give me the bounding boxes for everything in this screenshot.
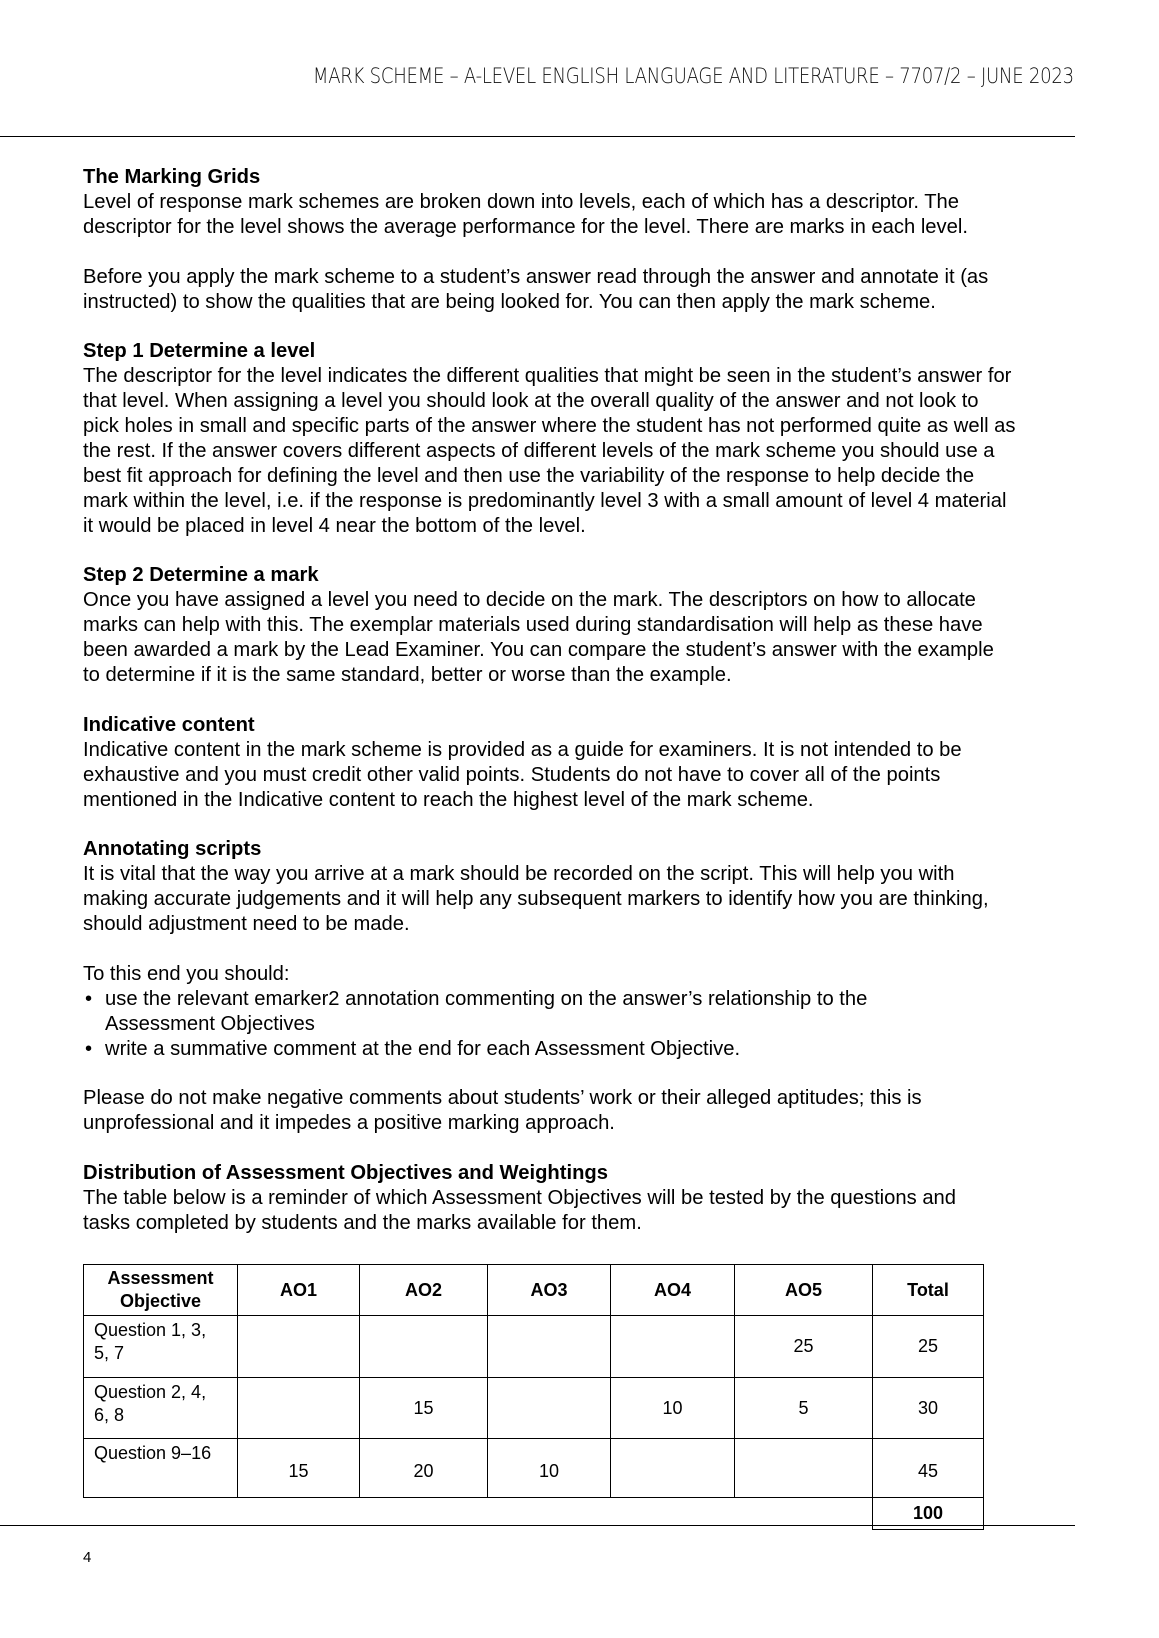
header-rule <box>0 136 1075 137</box>
body-line: Please do not make negative comments about students’ work or their alleged aptitudes; this is <box>83 1087 922 1110</box>
header-cell-ao4: AO4 <box>611 1265 735 1316</box>
row-label <box>84 1439 238 1498</box>
page-number: 4 <box>83 1549 92 1566</box>
body-line: mark within the level, i.e. if the response is predominantly level 3 with a small amount of level 4 material <box>83 489 1007 512</box>
header-cell-ao1: AO1 <box>238 1265 360 1316</box>
cell-ao5 <box>735 1439 873 1498</box>
cell-ao2: 15 <box>360 1378 488 1439</box>
cell-ao5: 5 <box>735 1378 873 1439</box>
body-line: descriptor for the level shows the average performance for the level. There are marks in each level. <box>83 215 968 238</box>
body-line: been awarded a mark by the Lead Examiner. You can compare the student’s answer with the example <box>83 639 994 662</box>
body-line: instructed) to show the qualities that are being looked for. You can then apply the mark scheme. <box>83 290 936 313</box>
list-item-text: write a summative comment at the end for each Assessment Objective. <box>105 1037 741 1060</box>
cell-ao1: 15 <box>238 1439 360 1498</box>
body-line: Before you apply the mark scheme to a student’s answer read through the answer and annotate it (as <box>83 265 989 288</box>
running-header: MARK SCHEME – A-LEVEL ENGLISH LANGUAGE AND LITERATURE – 7707/2 – JUNE 2023 <box>313 64 1074 88</box>
header-cell-total: Total <box>873 1265 984 1316</box>
bullet-icon: • <box>85 1037 93 1060</box>
list-item <box>83 1037 1083 1062</box>
cell-ao3: 10 <box>488 1439 611 1498</box>
cell-total: 25 <box>873 1316 984 1378</box>
section-heading-marking-grids: The Marking Grids <box>83 166 261 188</box>
row-label-text: 6, 8 <box>94 1405 125 1425</box>
body-line: tasks completed by students and the marks available for them. <box>83 1211 642 1234</box>
body-line: mentioned in the Indicative content to reach the highest level of the mark scheme. <box>83 788 814 811</box>
row-label-text: Question 2, 4, <box>94 1382 207 1402</box>
document-body <box>83 165 1083 1236</box>
row-label-text: Question 9–16 <box>94 1443 212 1463</box>
list-item-text: use the relevant emarker2 annotation commenting on the answer’s relationship to the <box>105 987 868 1010</box>
cell-ao2 <box>360 1316 488 1378</box>
table-row <box>84 1378 984 1439</box>
body-line: that level. When assigning a level you should look at the overall quality of the answer and not look to <box>83 390 979 413</box>
cell-ao3 <box>488 1378 611 1439</box>
section-heading-annotating-scripts: Annotating scripts <box>83 838 262 861</box>
body-line: it would be placed in level 4 near the bottom of the level. <box>83 514 586 537</box>
table-header-row <box>84 1265 984 1316</box>
table-row <box>84 1316 984 1378</box>
body-line: best fit approach for defining the level and then use the variability of the response to help decide the <box>83 464 975 487</box>
section-heading-step2: Step 2 Determine a mark <box>83 564 319 587</box>
assessment-objectives-table <box>83 1264 984 1530</box>
table-row <box>84 1439 984 1498</box>
list-item-text: Assessment Objectives <box>105 1012 315 1035</box>
cell-ao5: 25 <box>735 1316 873 1378</box>
header-cell-ao3: AO3 <box>488 1265 611 1316</box>
annotation-instructions-list <box>83 987 1083 1062</box>
row-label-text: 5, 7 <box>94 1343 125 1363</box>
header-text: Assessment <box>107 1268 214 1288</box>
header-cell-assessment-objective <box>84 1265 238 1316</box>
body-line: It is vital that the way you arrive at a mark should be recorded on the script. This will help you with <box>83 863 955 886</box>
list-intro: To this end you should: <box>83 962 290 985</box>
body-line: unprofessional and it impedes a positive marking approach. <box>83 1112 615 1135</box>
body-line: making accurate judgements and it will help any subsequent markers to identify how you are thinking, <box>83 888 989 911</box>
section-heading-distribution: Distribution of Assessment Objectives and Weightings <box>83 1162 608 1185</box>
footer-rule <box>0 1525 1075 1526</box>
section-heading-step1: Step 1 Determine a level <box>83 340 316 363</box>
body-line: Indicative content in the mark scheme is provided as a guide for examiners. It is not intended to be <box>83 738 962 761</box>
grand-total-cell: 100 <box>873 1498 984 1530</box>
cell-total: 45 <box>873 1439 984 1498</box>
cell-ao4 <box>611 1316 735 1378</box>
body-line: the rest. If the answer covers different aspects of different levels of the mark scheme you should use a <box>83 439 995 462</box>
cell-ao2: 20 <box>360 1439 488 1498</box>
row-label <box>84 1378 238 1439</box>
header-text: Objective <box>119 1291 202 1311</box>
cell-ao3 <box>488 1316 611 1378</box>
body-line: Once you have assigned a level you need to decide on the mark. The descriptors on how to allocate <box>83 589 976 612</box>
body-line: Level of response mark schemes are broken down into levels, each of which has a descriptor. The <box>83 190 960 213</box>
body-line: exhaustive and you must credit other valid points. Students do not have to cover all of the points <box>83 763 941 786</box>
header-cell-ao2: AO2 <box>360 1265 488 1316</box>
bullet-icon: • <box>85 987 93 1010</box>
row-label <box>84 1316 238 1378</box>
section-heading-indicative-content: Indicative content <box>83 713 255 736</box>
cell-ao1 <box>238 1378 360 1439</box>
cell-ao4: 10 <box>611 1378 735 1439</box>
body-line: to determine if it is the same standard, better or worse than the example. <box>83 664 732 687</box>
cell-total: 30 <box>873 1378 984 1439</box>
body-line: should adjustment need to be made. <box>83 913 410 936</box>
cell-ao1 <box>238 1316 360 1378</box>
body-line: The table below is a reminder of which Assessment Objectives will be tested by the questions and <box>83 1187 957 1210</box>
list-item <box>83 987 1083 1037</box>
row-label-text: Question 1, 3, <box>94 1320 207 1340</box>
cell-ao4 <box>611 1439 735 1498</box>
header-cell-ao5: AO5 <box>735 1265 873 1316</box>
body-line: marks can help with this. The exemplar materials used during standardisation will help as these have <box>83 614 983 637</box>
body-line: The descriptor for the level indicates the different qualities that might be seen in the student’s answer for <box>83 365 1012 388</box>
body-line: pick holes in small and specific parts of the answer where the student has not performed quite as well as <box>83 415 1016 438</box>
